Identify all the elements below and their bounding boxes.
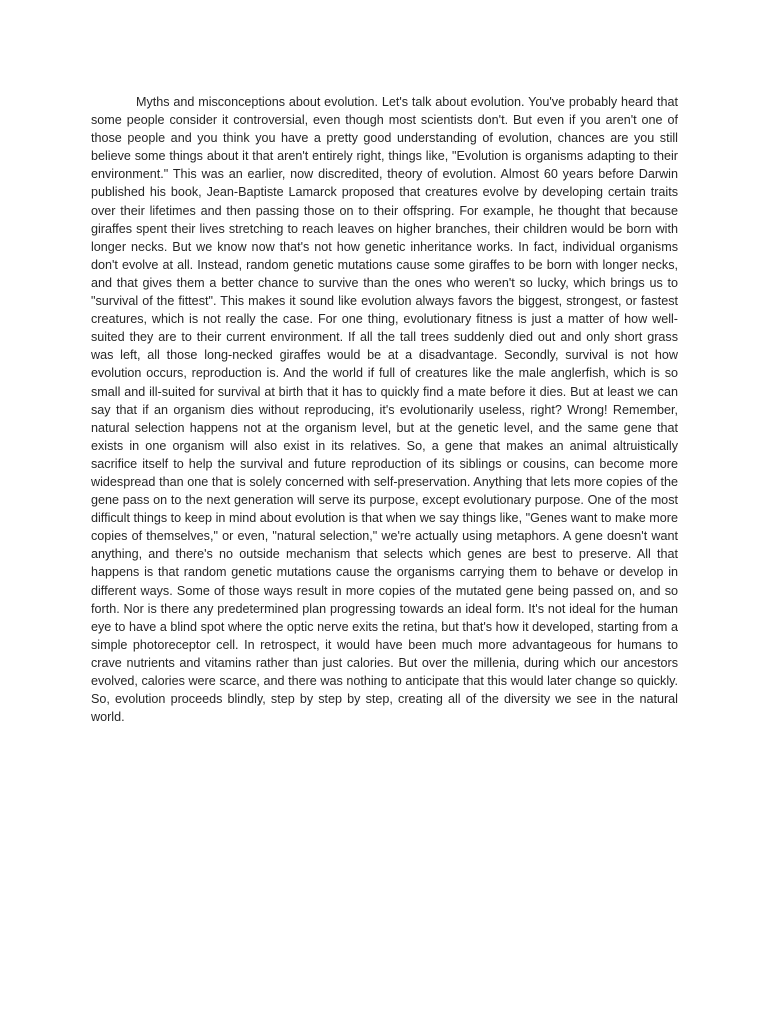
body-paragraph: Myths and misconceptions about evolution. Let's talk about evolution. You've probably heard that some people consider it controversial, even though most scientists don't. But even if you aren't one of those people and you think you have a pretty good understanding of evolution, chances are you still believe some things about it that aren't entirely right, things like, "Evolution is organisms adapting to their environment." This was an earlier, now discredited, theory of evolution. Almost 60 years before Darwin published his book, Jean-Baptiste Lamarck proposed that creatures evolve by developing certain traits over their lifetimes and then passing those on to their offspring. For example, he thought that because giraffes spent their lives stretching to reach leaves on higher branches, their children would be born with longer necks. But we know now that's not how genetic inheritance works. In fact, individual organisms don't evolve at all. Instead, random genetic mutations cause some giraffes to be born with longer necks, and that gives them a better chance to survive than the ones who weren't so lucky, which brings us to "survival of the fittest". This makes it sound like evolution always favors the biggest, strongest, or fastest creatures, which is not really the case. For one thing, evolutionary fitness is just a matter of how well-suited they are to their current environment. If all the tall trees suddenly died out and only short grass was left, all those long-necked giraffes would be at a disadvantage. Secondly, survival is not how evolution occurs, reproduction is. And the world if full of creatures like the male anglerfish, which is so small and ill-suited for survival at birth that it has to quickly find a mate before it dies. But at least we can say that if an organism dies without reproducing, it's evolutionarily useless, right? Wrong! Remember, natural selection happens not at the organism level, but at the genetic level, and the same gene that exists in one organism will also exist in its relatives. So, a gene that makes an animal altruistically sacrifice itself to help the survival and future reproduction of its siblings or cousins, can become more widespread than one that is solely concerned with self-preservation. Anything that lets more copies of the gene pass on to the next generation will serve its purpose, except evolutionary purpose. One of the most difficult things to keep in mind about evolution is that when we say things like, "Genes want to make more copies of themselves," or even, "natural selection," we're actually using metaphors. A gene doesn't want anything, and there's no outside mechanism that selects which genes are best to preserve. All that happens is that random genetic mutations cause the organisms carrying them to behave or develop in different ways. Some of those ways result in more copies of the mutated gene being passed on, and so forth. Nor is there any predetermined plan progressing towards an ideal form. It's not ideal for the human eye to have a blind spot where the optic nerve exits the retina, but that's how it developed, starting from a simple photoreceptor cell. In retrospect, it would have been much more advantageous for humans to crave nutrients and vitamins rather than just calories. But over the millenia, during which our ancestors evolved, calories were scarce, and there was nothing to anticipate that this would later change so quickly. So, evolution proceeds blindly, step by step by step, creating all of the diversity we see in the natural world. xyxy=(91,95,678,725)
